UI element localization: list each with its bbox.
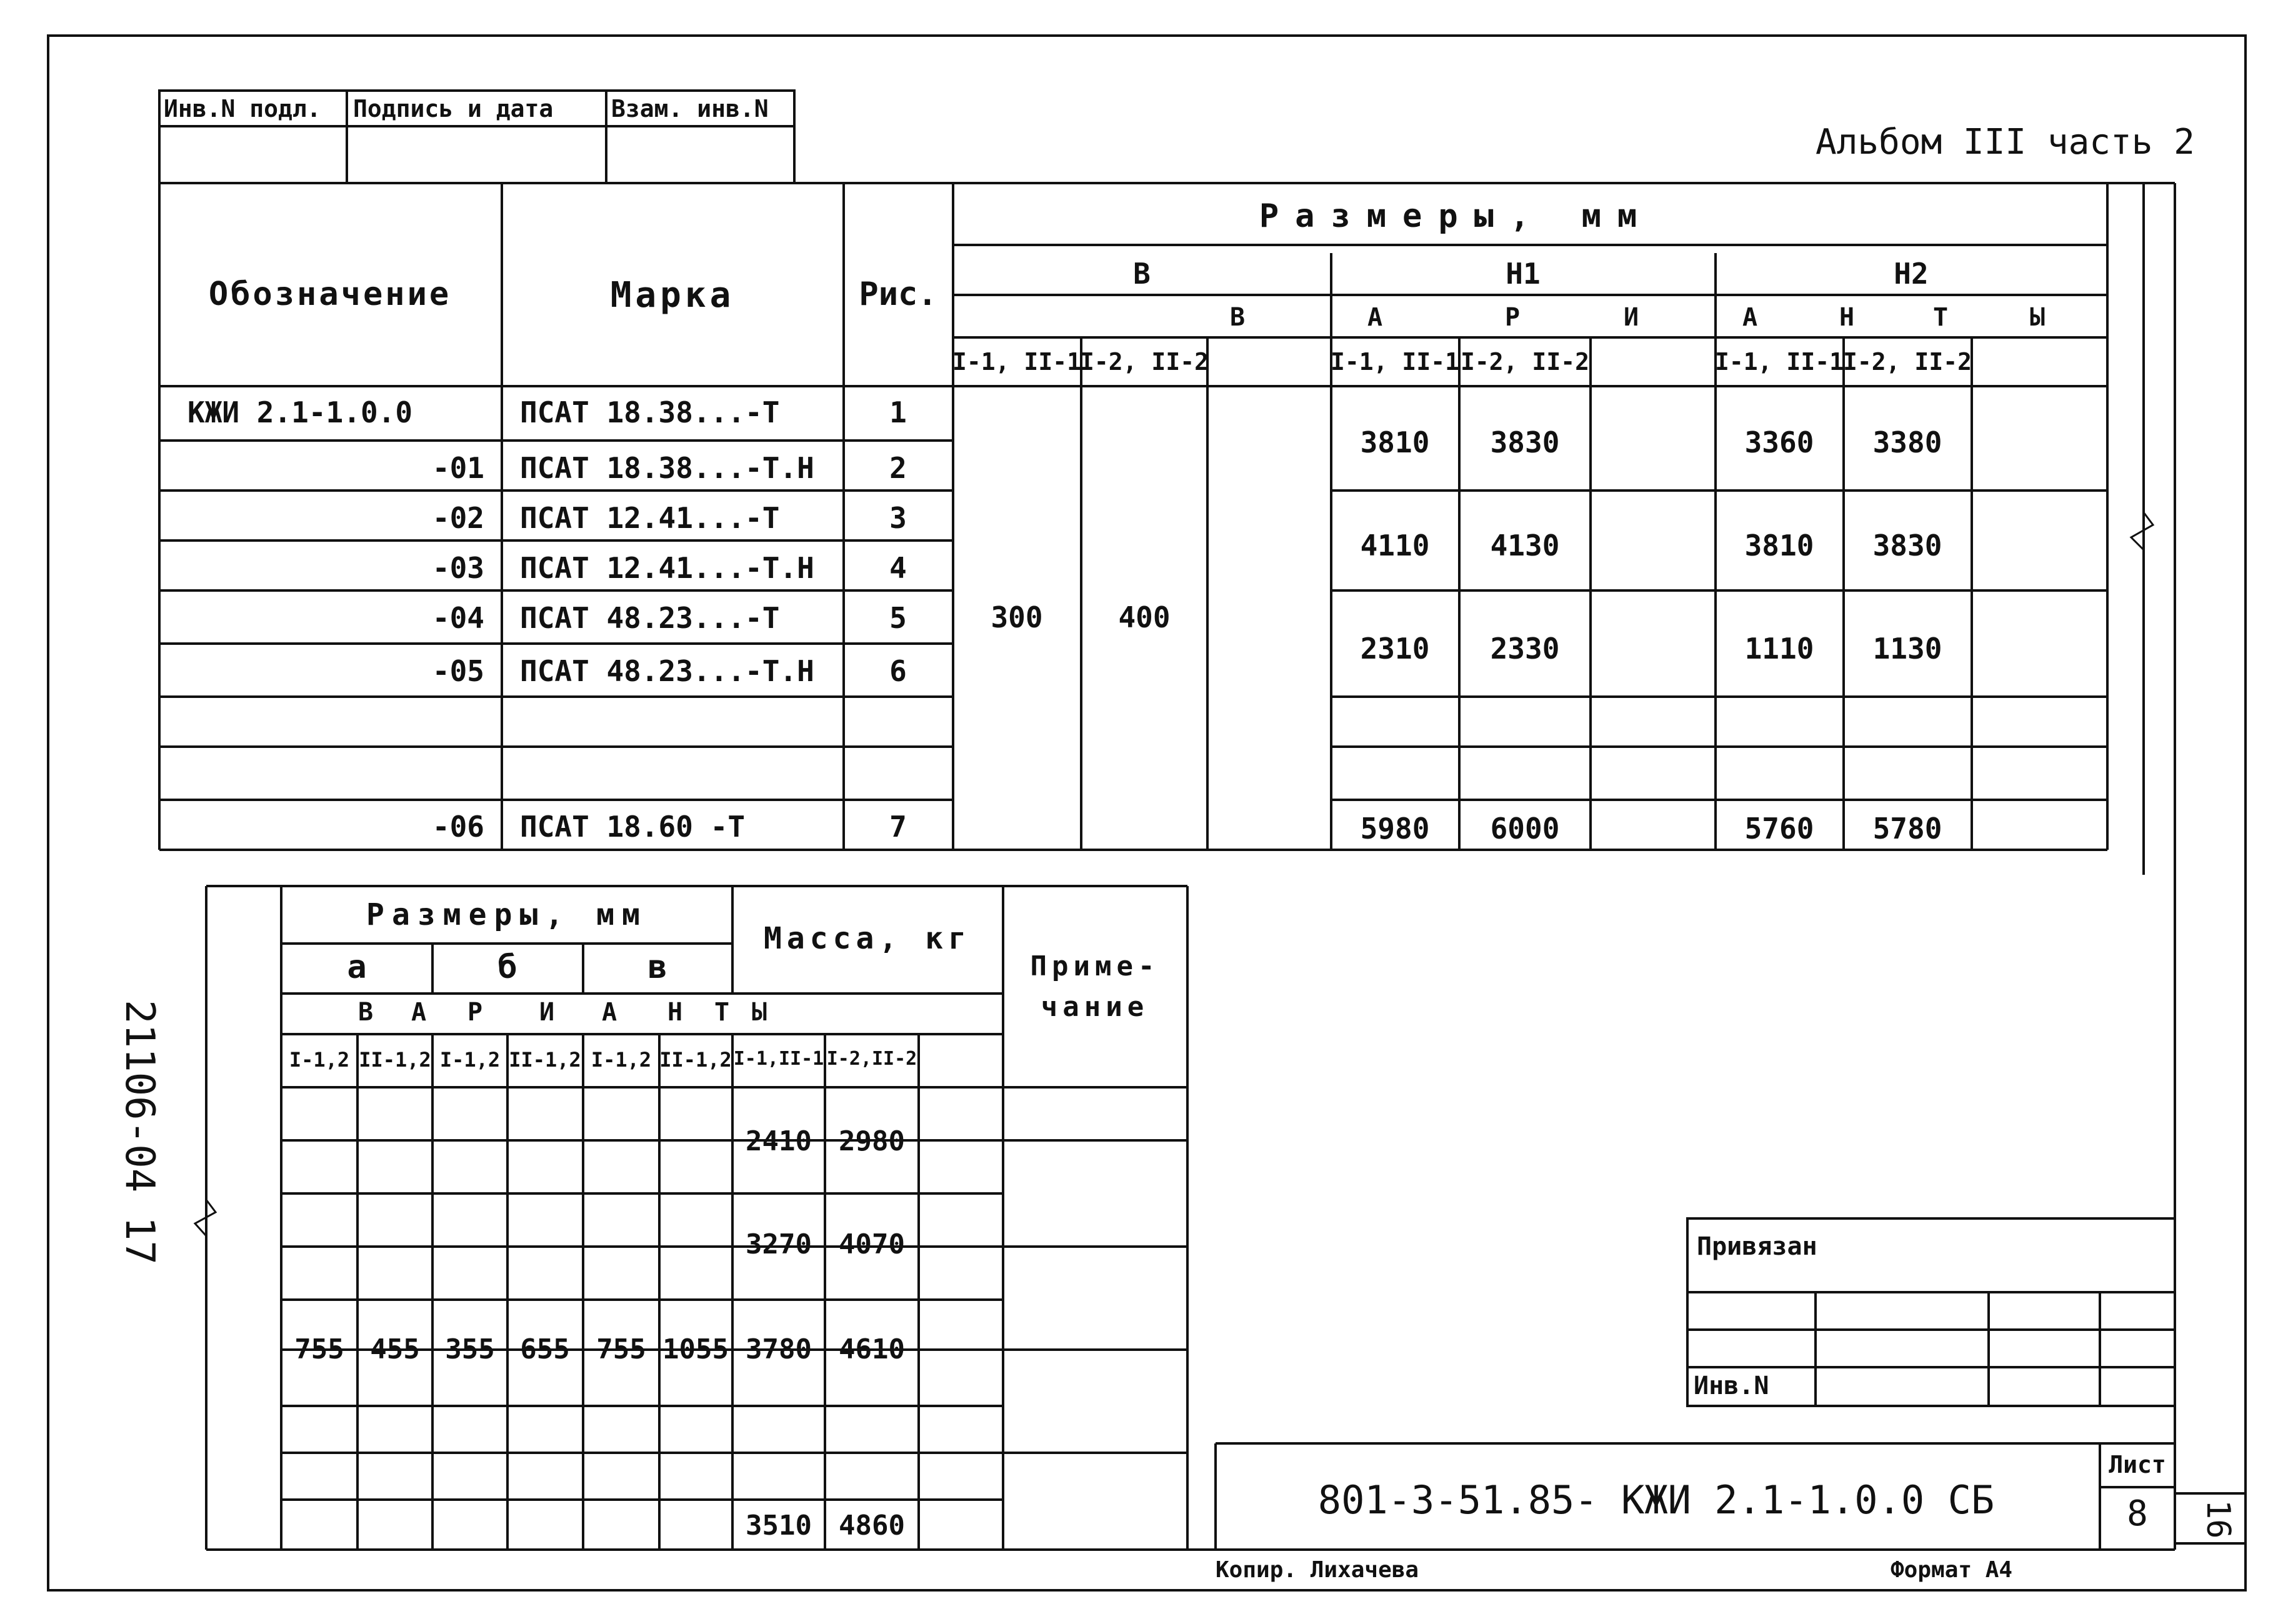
row-ris: 5 <box>889 601 907 635</box>
h2-value: 3380 <box>1872 426 1942 459</box>
varianty-letter: Т <box>714 998 730 1027</box>
mass-value: 3780 <box>746 1333 812 1365</box>
var-header: II-1,2 <box>659 1048 732 1072</box>
varianty-letter: Т <box>1932 303 1949 332</box>
inv-label: Инв.N <box>1694 1372 1769 1400</box>
h1-value: 5980 <box>1360 812 1430 845</box>
row-oboz: -03 <box>432 551 484 585</box>
varianty-letter: В <box>1229 303 1246 332</box>
var-header: I-1, II-1 <box>952 348 1081 376</box>
mass-value: 4070 <box>839 1228 905 1260</box>
varianty-letter: Р <box>467 998 483 1027</box>
varianty-letter: Р <box>1504 303 1521 332</box>
h1-value: 2330 <box>1490 632 1560 665</box>
h2-value: 3360 <box>1744 426 1814 459</box>
var-header: I-2,II-2 <box>826 1048 917 1070</box>
h2-value: 5780 <box>1872 812 1942 845</box>
varianty-letter: Н <box>667 998 683 1027</box>
h2-value: 3830 <box>1872 529 1942 562</box>
varianty-letter: А <box>411 998 427 1027</box>
h1-value: 4110 <box>1360 529 1430 562</box>
mass-value: 4610 <box>839 1333 905 1365</box>
varianty-letter: Ы <box>751 998 767 1027</box>
row-oboz: КЖИ 2.1-1.0.0 <box>187 396 413 429</box>
bottom-header-v: в <box>647 949 667 986</box>
row-oboz: -05 <box>432 654 484 688</box>
header-marka: Марка <box>610 275 735 316</box>
row-ris: 6 <box>889 654 907 688</box>
varianty-letter: А <box>1742 303 1758 332</box>
varianty-letter: Ы <box>2029 303 2046 332</box>
h2-value: 5760 <box>1744 812 1814 845</box>
var-header: I-2, II-2 <box>1461 348 1589 376</box>
varianty-letter: А <box>1367 303 1383 332</box>
row-marka: ПСАТ 18.38...-Т.Н <box>520 451 814 485</box>
row-marka: ПСАТ 18.60 -Т <box>520 810 746 844</box>
h1-value: 2310 <box>1360 632 1430 665</box>
h1-value: 4130 <box>1490 529 1560 562</box>
mass-value: 2410 <box>746 1125 812 1157</box>
h2-value: 1130 <box>1872 632 1942 665</box>
dim-value: 355 <box>445 1333 495 1365</box>
mass-value: 4860 <box>839 1510 905 1542</box>
mass-value: 2980 <box>839 1125 905 1157</box>
copyist-label: Копир. Лихачева <box>1216 1557 1419 1583</box>
b-value: 400 <box>1118 600 1171 634</box>
dim-value: 455 <box>370 1333 420 1365</box>
var-header: I-1, II-1 <box>1331 348 1459 376</box>
var-header: I-1,II-1 <box>733 1048 824 1070</box>
bottom-header-massa: Масса, кг <box>763 921 972 956</box>
album-label: Альбом III часть 2 <box>1816 122 2195 162</box>
varianty-letter: Н <box>1839 303 1855 332</box>
var-header: II-1,2 <box>509 1048 581 1072</box>
var-header: I-2, II-2 <box>1080 348 1209 376</box>
mass-value: 3270 <box>746 1228 812 1260</box>
h2-value: 3810 <box>1744 529 1814 562</box>
format-label: Формат А4 <box>1891 1557 2013 1583</box>
row-ris: 1 <box>889 396 907 429</box>
stamp-inv-podl: Инв.N подл. <box>164 95 321 122</box>
row-marka: ПСАТ 48.23...-Т <box>520 601 780 635</box>
var-header: II-1,2 <box>359 1048 431 1072</box>
header-h2: Н2 <box>1894 257 1929 291</box>
bottom-header-razmery: Размеры, мм <box>366 897 647 932</box>
header-ris: Рис. <box>859 276 937 313</box>
varianty-letter: И <box>1623 303 1639 332</box>
bottom-header-prim1: Приме- <box>1030 950 1160 982</box>
bottom-header-prim2: чание <box>1041 991 1149 1023</box>
row-ris: 4 <box>889 551 907 585</box>
row-marka: ПСАТ 18.38...-Т <box>520 396 780 429</box>
document-code: 801-3-51.85- КЖИ 2.1-1.0.0 СБ <box>1317 1477 1995 1523</box>
row-ris: 3 <box>889 501 907 535</box>
varianty-letter: И <box>539 998 555 1027</box>
varianty-letter: В <box>357 998 374 1027</box>
row-marka: ПСАТ 48.23...-Т.Н <box>520 654 814 688</box>
page-number: 16 <box>2199 1500 2237 1539</box>
row-oboz: -06 <box>432 810 484 844</box>
h2-value: 1110 <box>1744 632 1814 665</box>
bottom-header-b: б <box>497 949 517 986</box>
h1-value: 6000 <box>1490 812 1560 845</box>
h1-value: 3810 <box>1360 426 1430 459</box>
var-header: I-1,2 <box>289 1048 350 1072</box>
header-razmery: Размеры, мм <box>1259 197 1654 235</box>
list-number: 8 <box>2127 1493 2148 1534</box>
dim-value: 655 <box>520 1333 570 1365</box>
dim-value: 755 <box>596 1333 646 1365</box>
row-ris: 7 <box>889 810 907 844</box>
varianty-letter: А <box>601 998 617 1027</box>
header-b: В <box>1133 257 1151 291</box>
dim-value: 1055 <box>662 1333 729 1365</box>
header-h1: Н1 <box>1506 257 1541 291</box>
b-value: 300 <box>991 600 1043 634</box>
row-oboz: -04 <box>432 601 484 635</box>
row-oboz: -02 <box>432 501 484 535</box>
row-ris: 2 <box>889 451 907 485</box>
var-header: I-1,2 <box>439 1048 501 1072</box>
side-document-number: 21106-04 17 <box>116 1000 162 1265</box>
header-oboznachenie: Обозначение <box>208 276 452 313</box>
mass-value: 3510 <box>746 1510 812 1542</box>
stamp-vzam: Взам. инв.N <box>611 95 769 122</box>
privyazan-label: Привязан <box>1697 1232 1817 1261</box>
list-label: Лист <box>2109 1451 2166 1478</box>
bottom-header-a: а <box>347 949 367 986</box>
dim-value: 755 <box>294 1333 344 1365</box>
var-header: I-2, II-2 <box>1843 348 1972 376</box>
stamp-podpis: Подпись и дата <box>353 95 554 122</box>
h1-value: 3830 <box>1490 426 1560 459</box>
row-marka: ПСАТ 12.41...-Т.Н <box>520 551 814 585</box>
var-header: I-1, II-1 <box>1715 348 1844 376</box>
row-oboz: -01 <box>432 451 484 485</box>
var-header: I-1,2 <box>591 1048 652 1072</box>
row-marka: ПСАТ 12.41...-Т <box>520 501 780 535</box>
